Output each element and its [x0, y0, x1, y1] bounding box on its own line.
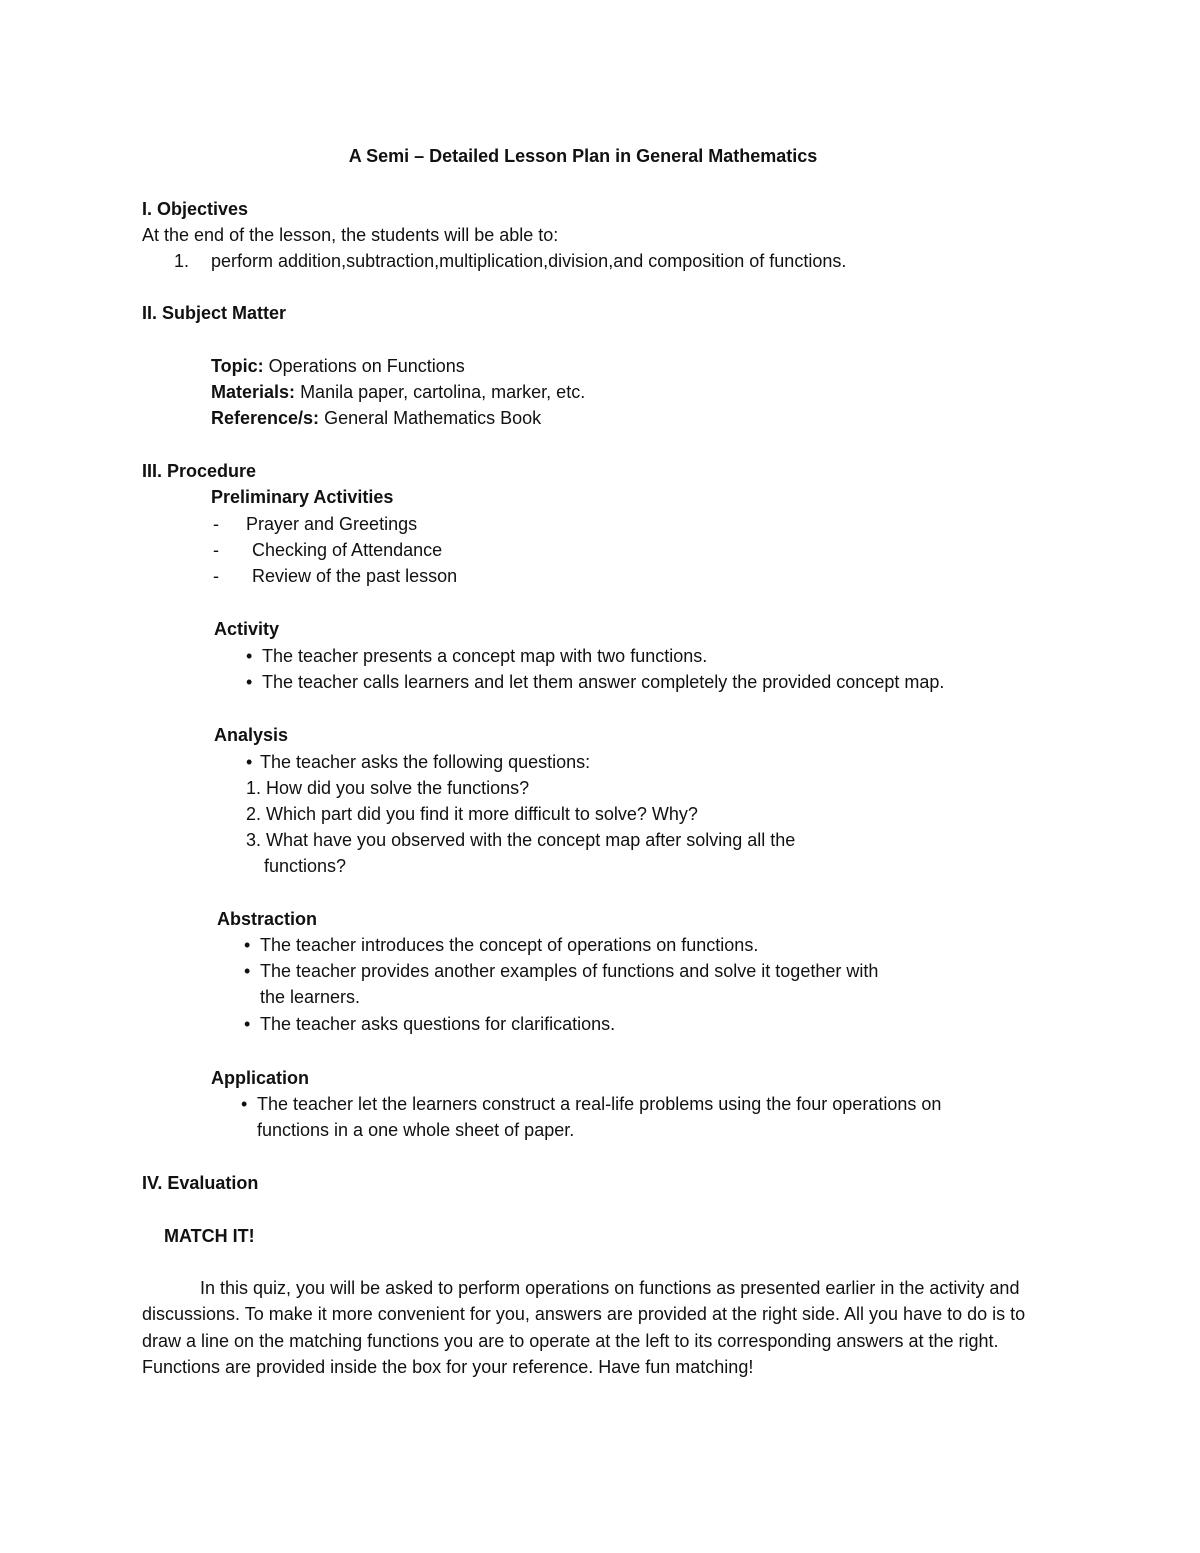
bullet-marker: • [244, 1014, 251, 1034]
analysis-heading: Analysis [214, 725, 289, 745]
dash-marker: - [213, 540, 219, 560]
topic-label: Topic: [211, 356, 264, 376]
dash-marker: - [213, 514, 219, 534]
preliminary-item: Review of the past lesson [252, 566, 458, 586]
analysis-intro: The teacher asks the following questions: [260, 752, 591, 772]
materials-line [211, 380, 585, 404]
bullet-marker: • [246, 672, 253, 692]
reference-line [211, 406, 541, 430]
application-item: The teacher let the learners construct a real-life problems using the four operations on [257, 1094, 942, 1114]
analysis-question: 3. What have you observed with the concept map after solving all the [246, 830, 796, 850]
analysis-question-continued: functions? [264, 856, 347, 876]
evaluation-paragraph-text: In this quiz, you will be asked to perform operations on functions as presented earlier in the activity and discussions. To make it more convenient for you, answers are provided at the right side. All you have to do is to draw a line on the matching functions you are to operate at the left to its corresponding answers at the right. Functions are provided inside the box for your reference. Have fun matching! [142, 1278, 1026, 1378]
preliminary-heading: Preliminary Activities [211, 487, 394, 507]
topic-line [211, 354, 465, 378]
application-item-continued: functions in a one whole sheet of paper. [257, 1120, 575, 1140]
materials-label: Materials: [211, 382, 296, 402]
abstraction-item: The teacher provides another examples of functions and solve it together with [260, 961, 879, 981]
preliminary-item: Checking of Attendance [252, 540, 443, 560]
preliminary-item: Prayer and Greetings [246, 514, 418, 534]
objective-text: perform addition,subtraction,multiplication,division,and composition of functions. [211, 251, 847, 271]
activity-item: The teacher presents a concept map with two functions. [262, 646, 708, 666]
bullet-marker: • [244, 935, 251, 955]
abstraction-item: The teacher asks questions for clarifications. [260, 1014, 616, 1034]
analysis-question: 1. How did you solve the functions? [246, 778, 530, 798]
abstraction-item-continued: the learners. [260, 987, 361, 1007]
bullet-marker: • [246, 752, 253, 772]
evaluation-heading: IV. Evaluation [142, 1173, 259, 1193]
activity-heading: Activity [214, 619, 280, 639]
abstraction-heading: Abstraction [217, 909, 318, 929]
bullet-marker: • [241, 1094, 248, 1114]
bullet-marker: • [244, 961, 251, 981]
abstraction-item: The teacher introduces the concept of operations on functions. [260, 935, 759, 955]
topic-value: Operations on Functions [268, 356, 465, 376]
activity-item: The teacher calls learners and let them answer completely the provided concept map. [262, 672, 945, 692]
reference-value: General Mathematics Book [324, 408, 542, 428]
bullet-marker: • [246, 646, 253, 666]
subject-matter-heading: II. Subject Matter [142, 303, 287, 323]
objectives-intro: At the end of the lesson, the students will be able to: [142, 225, 559, 245]
application-heading: Application [211, 1068, 309, 1088]
analysis-question: 2. Which part did you find it more difficult to solve? Why? [246, 804, 698, 824]
dash-marker: - [213, 566, 219, 586]
materials-value: Manila paper, cartolina, marker, etc. [300, 382, 586, 402]
match-it-heading: MATCH IT! [164, 1226, 255, 1246]
document-title: A Semi – Detailed Lesson Plan in General Mathematics [348, 146, 818, 166]
objective-number: 1. [174, 251, 190, 271]
objectives-heading: I. Objectives [142, 199, 249, 219]
procedure-heading: III. Procedure [142, 461, 257, 481]
reference-label: Reference/s: [211, 408, 320, 428]
evaluation-instructions [142, 1275, 1042, 1381]
